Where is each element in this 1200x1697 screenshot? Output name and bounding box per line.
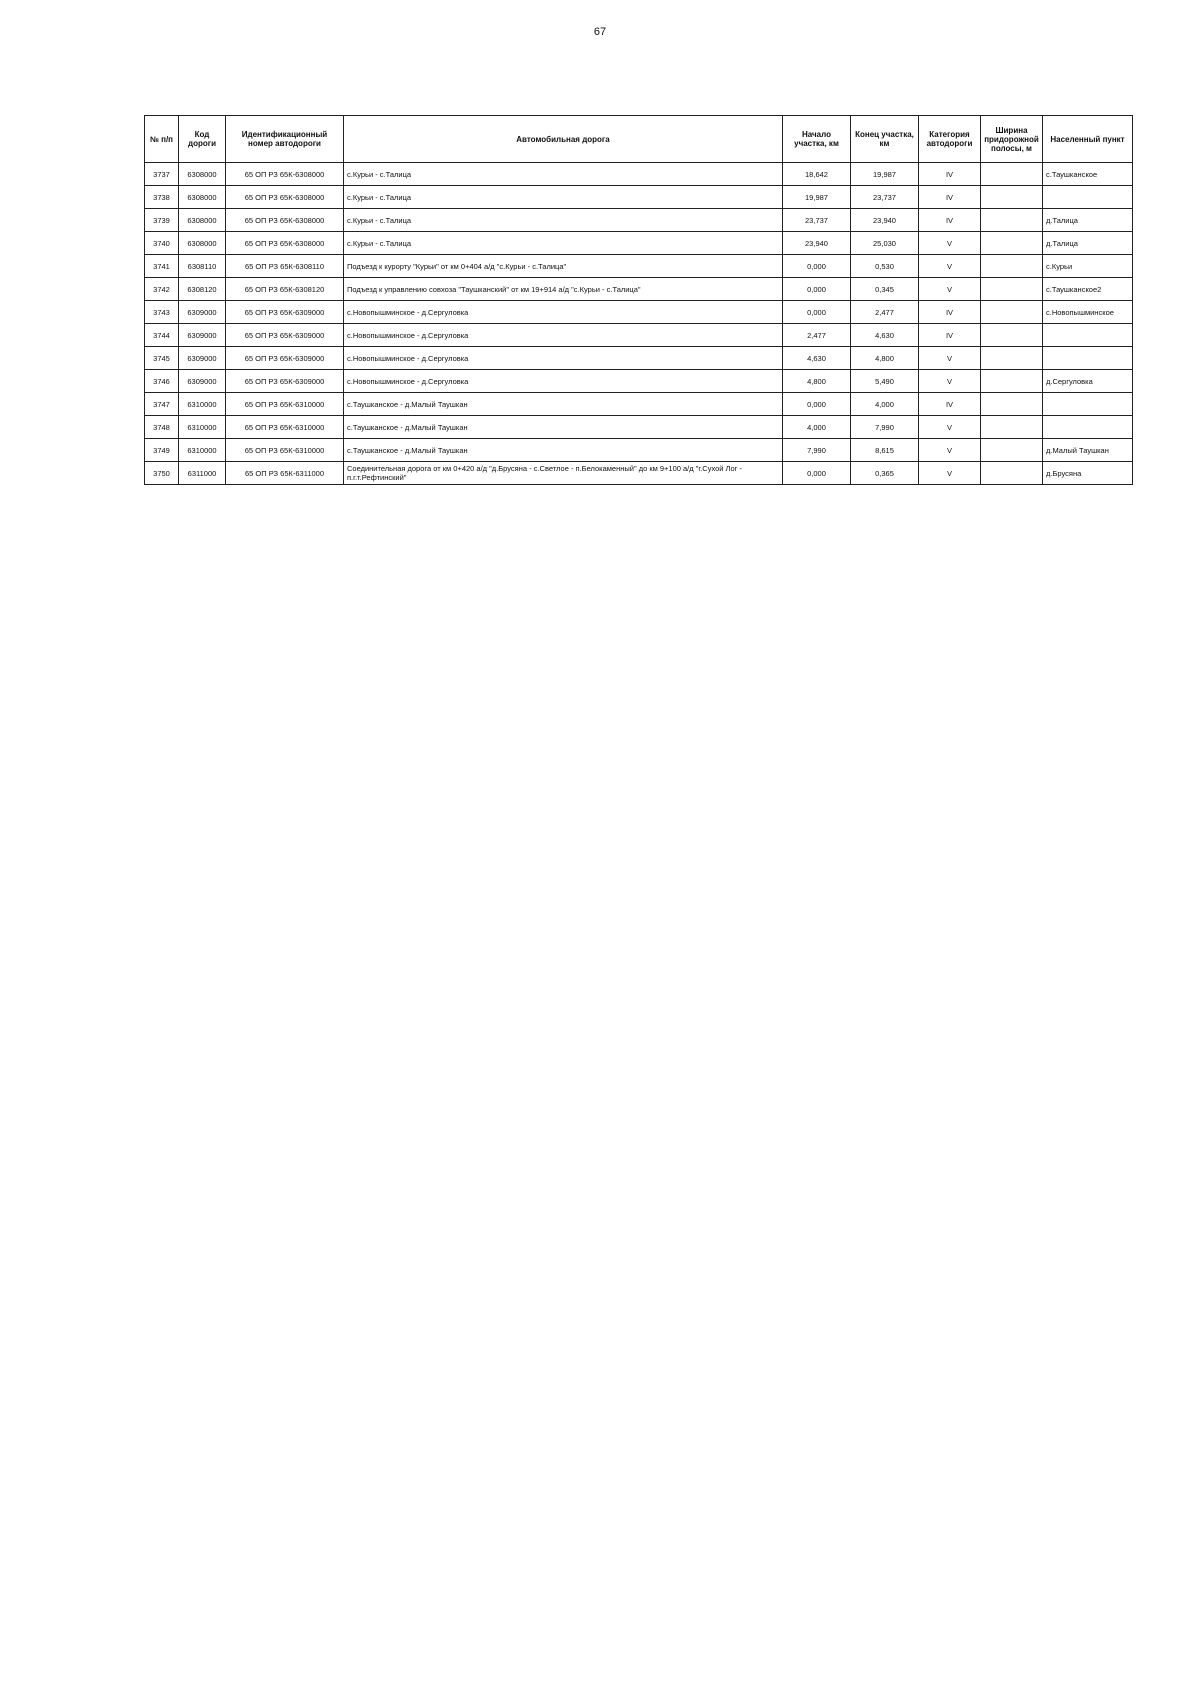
cell-settlement: [1043, 324, 1133, 347]
cell-settlement: д.Малый Таушкан: [1043, 439, 1133, 462]
cell-roadside-width: [981, 347, 1043, 370]
cell-settlement: с.Таушканское2: [1043, 278, 1133, 301]
table-row: [145, 278, 1133, 301]
cell-category: IV: [919, 209, 981, 232]
cell-category: IV: [919, 186, 981, 209]
cell-road-code: 6308000: [179, 232, 226, 255]
cell-start-km: 0,000: [783, 301, 851, 324]
cell-number: 3750: [145, 462, 179, 485]
cell-id-number: 65 ОП РЗ 65К-6309000: [226, 347, 344, 370]
roads-table: [144, 115, 1133, 485]
cell-end-km: 4,630: [851, 324, 919, 347]
cell-id-number: 65 ОП РЗ 65К-6308000: [226, 232, 344, 255]
cell-id-number: 65 ОП РЗ 65К-6308110: [226, 255, 344, 278]
cell-number: 3744: [145, 324, 179, 347]
cell-road-code: 6308000: [179, 163, 226, 186]
table-row: [145, 186, 1133, 209]
table-header: [145, 116, 1133, 163]
cell-road-code: 6311000: [179, 462, 226, 485]
cell-end-km: 19,987: [851, 163, 919, 186]
cell-roadside-width: [981, 462, 1043, 485]
table-row: [145, 255, 1133, 278]
table-row: [145, 163, 1133, 186]
cell-roadside-width: [981, 370, 1043, 393]
cell-start-km: 0,000: [783, 278, 851, 301]
cell-start-km: 7,990: [783, 439, 851, 462]
cell-end-km: 25,030: [851, 232, 919, 255]
cell-end-km: 4,800: [851, 347, 919, 370]
cell-roadside-width: [981, 186, 1043, 209]
cell-settlement: [1043, 347, 1133, 370]
cell-start-km: 4,000: [783, 416, 851, 439]
cell-settlement: [1043, 393, 1133, 416]
header-start-km: Начало участка, км: [783, 116, 851, 163]
cell-road-name: с.Новопышминское - д.Сергуловка: [344, 370, 783, 393]
cell-road-name: Соединительная дорога от км 0+420 а/д "д.Брусяна - с.Светлое - п.Белокаменный" до км 9+100 а/д "г.Сухой Лог - п.г.т.Рефтинский": [344, 462, 783, 485]
cell-settlement: с.Таушканское: [1043, 163, 1133, 186]
header-roadside-width: Ширина придорожной полосы, м: [981, 116, 1043, 163]
cell-end-km: 7,990: [851, 416, 919, 439]
table-row: [145, 324, 1133, 347]
cell-category: V: [919, 278, 981, 301]
cell-category: V: [919, 255, 981, 278]
cell-id-number: 65 ОП РЗ 65К-6309000: [226, 370, 344, 393]
cell-road-name: с.Новопышминское - д.Сергуловка: [344, 324, 783, 347]
cell-category: IV: [919, 324, 981, 347]
cell-start-km: 0,000: [783, 255, 851, 278]
table-row: [145, 393, 1133, 416]
cell-road-name: с.Таушканское - д.Малый Таушкан: [344, 439, 783, 462]
cell-number: 3742: [145, 278, 179, 301]
cell-road-code: 6310000: [179, 416, 226, 439]
cell-settlement: [1043, 416, 1133, 439]
cell-road-name: Подъезд к управлению совхоза "Таушканский" от км 19+914 а/д "с.Курьи - с.Талица": [344, 278, 783, 301]
cell-number: 3745: [145, 347, 179, 370]
cell-end-km: 23,737: [851, 186, 919, 209]
cell-number: 3739: [145, 209, 179, 232]
table-body: [145, 163, 1133, 485]
cell-roadside-width: [981, 439, 1043, 462]
cell-id-number: 65 ОП РЗ 65К-6308000: [226, 186, 344, 209]
cell-number: 3747: [145, 393, 179, 416]
cell-end-km: 2,477: [851, 301, 919, 324]
cell-category: IV: [919, 301, 981, 324]
header-road-code: Код дороги: [179, 116, 226, 163]
cell-start-km: 2,477: [783, 324, 851, 347]
cell-settlement: д.Талица: [1043, 232, 1133, 255]
header-category: Категория автодороги: [919, 116, 981, 163]
cell-roadside-width: [981, 324, 1043, 347]
table-row: [145, 439, 1133, 462]
table-row: [145, 209, 1133, 232]
cell-road-name: с.Курьи - с.Талица: [344, 232, 783, 255]
cell-roadside-width: [981, 416, 1043, 439]
cell-settlement: д.Талица: [1043, 209, 1133, 232]
cell-category: V: [919, 416, 981, 439]
cell-category: V: [919, 347, 981, 370]
cell-end-km: 5,490: [851, 370, 919, 393]
cell-road-code: 6308110: [179, 255, 226, 278]
table-row: [145, 301, 1133, 324]
cell-start-km: 0,000: [783, 462, 851, 485]
cell-id-number: 65 ОП РЗ 65К-6310000: [226, 439, 344, 462]
cell-road-name: с.Курьи - с.Талица: [344, 163, 783, 186]
cell-roadside-width: [981, 255, 1043, 278]
cell-start-km: 0,000: [783, 393, 851, 416]
cell-start-km: 23,737: [783, 209, 851, 232]
table-row: [145, 232, 1133, 255]
cell-roadside-width: [981, 278, 1043, 301]
page-number: 67: [593, 26, 607, 38]
cell-settlement: с.Новопышминское: [1043, 301, 1133, 324]
table-row: [145, 347, 1133, 370]
cell-id-number: 65 ОП РЗ 65К-6309000: [226, 301, 344, 324]
cell-road-code: 6308000: [179, 186, 226, 209]
cell-number: 3738: [145, 186, 179, 209]
cell-roadside-width: [981, 301, 1043, 324]
cell-roadside-width: [981, 232, 1043, 255]
cell-roadside-width: [981, 393, 1043, 416]
cell-category: IV: [919, 393, 981, 416]
cell-number: 3743: [145, 301, 179, 324]
header-row: [145, 116, 1133, 163]
cell-end-km: 8,615: [851, 439, 919, 462]
cell-category: V: [919, 232, 981, 255]
cell-road-name: с.Таушканское - д.Малый Таушкан: [344, 393, 783, 416]
cell-id-number: 65 ОП РЗ 65К-6309000: [226, 324, 344, 347]
cell-road-code: 6309000: [179, 324, 226, 347]
cell-number: 3749: [145, 439, 179, 462]
table-row: [145, 416, 1133, 439]
header-end-km: Конец участка, км: [851, 116, 919, 163]
cell-road-name: с.Таушканское - д.Малый Таушкан: [344, 416, 783, 439]
header-settlement: Населенный пункт: [1043, 116, 1133, 163]
cell-number: 3746: [145, 370, 179, 393]
cell-id-number: 65 ОП РЗ 65К-6308000: [226, 209, 344, 232]
cell-settlement: д.Сергуловка: [1043, 370, 1133, 393]
cell-road-name: с.Новопышминское - д.Сергуловка: [344, 301, 783, 324]
cell-road-code: 6309000: [179, 347, 226, 370]
cell-settlement: [1043, 186, 1133, 209]
cell-id-number: 65 ОП РЗ 65К-6308000: [226, 163, 344, 186]
cell-id-number: 65 ОП РЗ 65К-6310000: [226, 416, 344, 439]
cell-id-number: 65 ОП РЗ 65К-6310000: [226, 393, 344, 416]
cell-settlement: с.Курьи: [1043, 255, 1133, 278]
cell-roadside-width: [981, 163, 1043, 186]
cell-category: V: [919, 370, 981, 393]
cell-end-km: 23,940: [851, 209, 919, 232]
cell-road-name: с.Новопышминское - д.Сергуловка: [344, 347, 783, 370]
cell-road-name: Подъезд к курорту "Курьи" от км 0+404 а/д "с.Курьи - с.Талица": [344, 255, 783, 278]
cell-start-km: 18,642: [783, 163, 851, 186]
cell-road-code: 6308120: [179, 278, 226, 301]
cell-start-km: 4,800: [783, 370, 851, 393]
cell-end-km: 4,000: [851, 393, 919, 416]
cell-number: 3748: [145, 416, 179, 439]
cell-roadside-width: [981, 209, 1043, 232]
cell-end-km: 0,345: [851, 278, 919, 301]
cell-category: IV: [919, 163, 981, 186]
cell-id-number: 65 ОП РЗ 65К-6311000: [226, 462, 344, 485]
cell-road-name: с.Курьи - с.Талица: [344, 209, 783, 232]
cell-road-code: 6310000: [179, 439, 226, 462]
cell-road-code: 6310000: [179, 393, 226, 416]
cell-end-km: 0,530: [851, 255, 919, 278]
cell-start-km: 23,940: [783, 232, 851, 255]
cell-number: 3741: [145, 255, 179, 278]
cell-settlement: д.Брусяна: [1043, 462, 1133, 485]
table-row: [145, 462, 1133, 485]
cell-road-code: 6309000: [179, 370, 226, 393]
header-number: № п/п: [145, 116, 179, 163]
cell-number: 3737: [145, 163, 179, 186]
cell-category: V: [919, 439, 981, 462]
cell-start-km: 4,630: [783, 347, 851, 370]
cell-category: V: [919, 462, 981, 485]
cell-id-number: 65 ОП РЗ 65К-6308120: [226, 278, 344, 301]
cell-road-code: 6308000: [179, 209, 226, 232]
cell-end-km: 0,365: [851, 462, 919, 485]
cell-number: 3740: [145, 232, 179, 255]
header-id-number: Идентификационный номер автодороги: [226, 116, 344, 163]
cell-road-name: с.Курьи - с.Талица: [344, 186, 783, 209]
cell-start-km: 19,987: [783, 186, 851, 209]
table-row: [145, 370, 1133, 393]
header-road-name: Автомобильная дорога: [344, 116, 783, 163]
cell-road-code: 6309000: [179, 301, 226, 324]
